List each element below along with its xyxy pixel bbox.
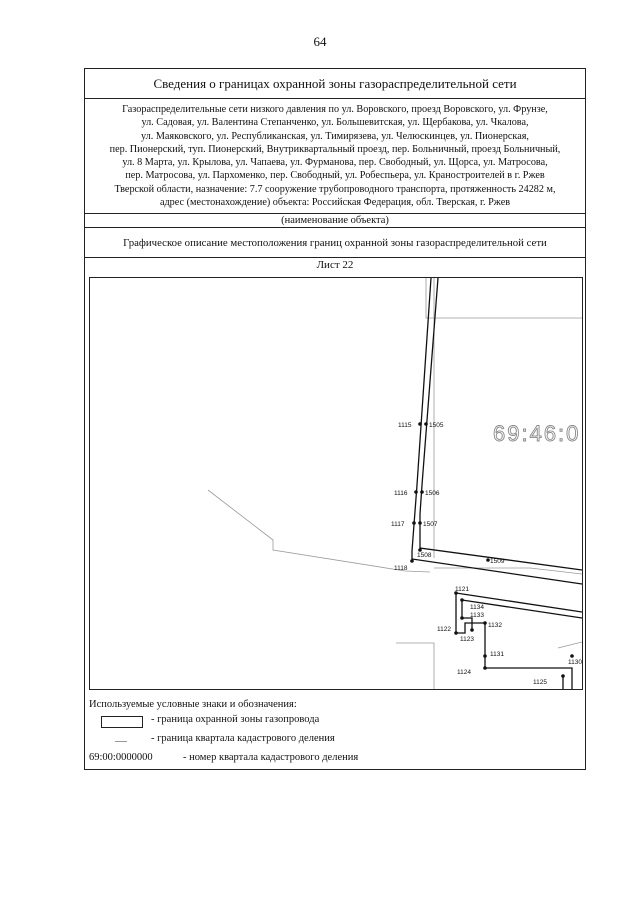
legend-item-zone xyxy=(89,714,569,730)
boundary-point xyxy=(570,654,574,658)
point-labels xyxy=(391,422,582,686)
object-line: Тверской области, назначение: 7.7 сооружение трубопроводного транспорта, протяженность 24282 м, xyxy=(114,183,556,195)
section-title: Сведения о границах охранной зоны газораспределительной сети xyxy=(85,69,585,99)
point-label: 1116 xyxy=(394,490,408,497)
object-line: ул. Садовая, ул. Валентина Степанченко, ул. Большевитская, ул. Щербакова, ул. Чкалова, xyxy=(141,117,529,129)
boundary-point xyxy=(460,616,464,620)
point-label: 1132 xyxy=(488,622,502,629)
point-label: 1505 xyxy=(429,422,444,429)
quarter-boundary xyxy=(396,643,434,689)
point-label: 1118 xyxy=(394,565,408,572)
object-line: пер. Пионерский, туп. Пионерский, Внутриквартальный проезд, пер. Больничный, проезд Больничный, xyxy=(109,143,561,155)
zone-boundary-swatch xyxy=(101,716,143,728)
point-label: 1125 xyxy=(533,679,547,686)
point-label: 1115 xyxy=(398,422,412,429)
graphic-description-title: Графическое описание местоположения границ охранной зоны газораспределительной сети xyxy=(85,228,585,258)
point-label: 1121 xyxy=(455,586,469,593)
point-label: 1131 xyxy=(490,651,504,658)
quarter-boundary xyxy=(426,278,582,318)
boundary-point xyxy=(424,422,428,426)
point-label: 1509 xyxy=(490,558,505,565)
boundary-point xyxy=(410,559,414,563)
boundary-point xyxy=(420,490,424,494)
quarter-boundary xyxy=(208,490,430,572)
boundary-point xyxy=(483,621,487,625)
object-line: адрес (местонахождение) объекта: Российская Федерация, обл. Тверская, г. Ржев xyxy=(159,197,511,209)
object-line: Газораспределительные сети низкого давления по ул. Воровского, проезд Воровского, ул. Фрунзе, xyxy=(122,104,548,115)
boundary-point xyxy=(414,490,418,494)
legend-item-quarter-boundary xyxy=(89,733,569,749)
quarter-boundary-swatch xyxy=(115,741,127,742)
page-number: 64 xyxy=(313,34,327,49)
quarter-code-sample: 69:00:0000000 xyxy=(89,752,153,763)
boundary-map xyxy=(89,277,583,690)
object-caption: (наименование объекта) xyxy=(85,214,585,228)
boundary-point xyxy=(483,666,487,670)
map-drawing xyxy=(90,278,582,689)
object-line: ул. 8 Марта, ул. Крылова, ул. Чапаева, ул. Фурманова, пер. Свободный, ул. Щорса, ул. Матросова, xyxy=(122,157,548,169)
point-label: 1122 xyxy=(437,626,451,633)
sheet-label: Лист 22 xyxy=(316,259,354,271)
boundary-point xyxy=(412,521,416,525)
point-label: 1507 xyxy=(423,521,438,528)
object-description xyxy=(85,99,585,214)
legend-text: - граница охранной зоны газопровода xyxy=(151,714,320,725)
legend-text: - граница квартала кадастрового деления xyxy=(151,733,335,744)
point-label: 1506 xyxy=(425,490,440,497)
boundary-point xyxy=(460,598,464,602)
point-label: 1117 xyxy=(391,521,405,528)
boundary-point xyxy=(470,628,474,632)
point-label: 1123 xyxy=(460,636,474,643)
quarter-boundary xyxy=(558,642,582,648)
boundary-point xyxy=(454,631,458,635)
boundary-point xyxy=(418,521,422,525)
document-frame xyxy=(84,68,586,770)
quarter-number: 69:46:0 xyxy=(493,421,581,446)
legend-item-quarter-number xyxy=(89,752,569,768)
legend-text: - номер квартала кадастрового деления xyxy=(183,752,359,763)
point-label: 1124 xyxy=(457,669,471,676)
point-label: 1508 xyxy=(417,552,432,559)
boundary-point xyxy=(483,654,487,658)
boundary-point xyxy=(561,674,565,678)
point-label: 1133 xyxy=(470,612,484,619)
object-line: ул. Маяковского, ул. Республиканская, ул. Тимирязева, ул. Челюскинцев, ул. Пионерская, xyxy=(141,130,529,142)
quarter-boundary-lines xyxy=(208,278,582,689)
point-label: 1134 xyxy=(470,604,484,611)
legend-title: Используемые условные знаки и обозначения: xyxy=(89,699,297,710)
boundary-point xyxy=(418,422,422,426)
point-label: 1130 xyxy=(568,659,582,666)
object-line: пер. Матросова, ул. Пархоменко, пер. Свободный, ул. Робеспьера, ул. Краностроителей в г. Ржев xyxy=(125,170,545,182)
